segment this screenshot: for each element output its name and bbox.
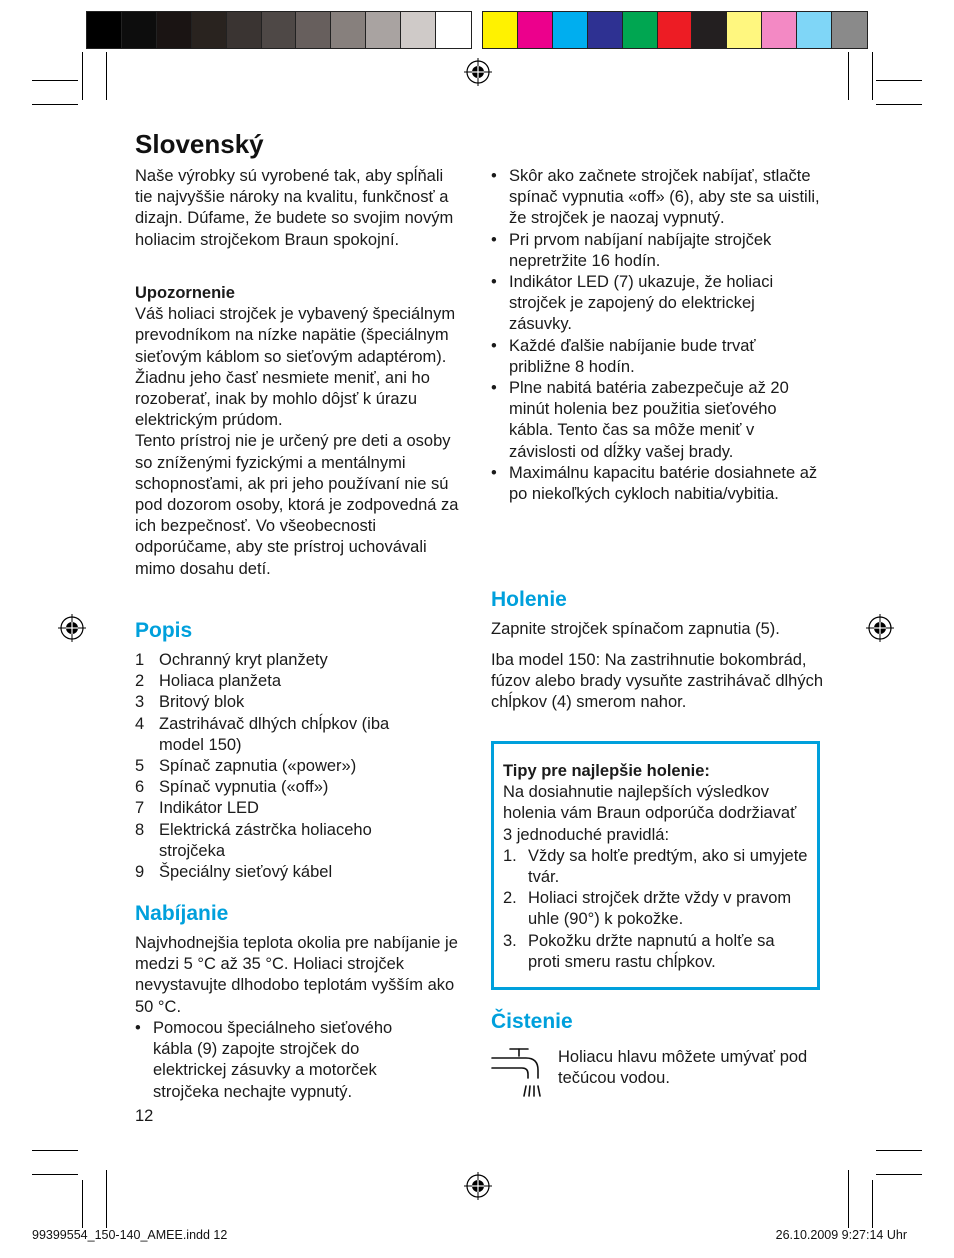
warning-section [135,283,467,580]
list-item-text: Holiaca planžeta [159,672,281,691]
grayscale-color-bar [86,11,472,49]
cistenie-text: Holiacu hlavu môžete umývať pod tečúcou vodou. [558,1048,808,1088]
list-item-number: 2. [503,889,517,908]
list-item [135,862,435,883]
charging-bullets [491,166,821,505]
footer-file-info: 99399554_150-140_AMEE.indd 12 [32,1228,228,1242]
page-number: 12 [135,1107,154,1125]
color-swatch [366,12,401,48]
registration-mark-icon [464,1172,492,1200]
list-item-number: 7 [135,799,145,818]
color-swatch [658,12,693,48]
list-item-number: 5 [135,757,145,776]
registration-mark-icon [58,614,86,642]
list-item: • Každé ďalšie nabíjanie bude trvať približne 8 hodín. [491,336,821,378]
list-item-number: 3 [135,693,145,712]
color-swatch [762,12,797,48]
list-item [503,931,808,973]
list-item-text: Elektrická zástrčka holiaceho strojčeka [159,820,372,860]
list-item-text: Indikátor LED [159,799,259,818]
holenie-model-text: Iba model 150: Na zastrihnutie bokombrád, fúzov alebo brady vysuňte zastrihávač dlhých chĺpkov (4) smerom nahor. [491,651,824,712]
warning-heading: Upozornenie [135,284,235,302]
list-item: • Plne nabitá batéria zabezpečuje až 20 minút holenia bez použitia sieťového kábla. Tento čas sa môže meniť v závislosti od dĺžky vašej brady. [491,378,821,463]
tips-intro: Na dosiahnutie najlepších výsledkov holenia vám Braun odporúča dodržiavať 3 jednoduché pravidlá: [503,783,797,844]
list-item-number: 3. [503,931,517,950]
tips-heading: Tipy pre najlepšie holenie: [503,762,710,780]
color-swatch [588,12,623,48]
registration-mark-icon [866,614,894,642]
parts-list [135,650,435,883]
list-item [503,888,808,930]
color-swatch [518,12,553,48]
color-swatch [483,12,518,48]
registration-mark-icon [464,58,492,86]
list-item [135,692,435,713]
list-item: • Indikátor LED (7) ukazuje, že holiaci strojček je zapojený do elektrickej zásuvky. [491,272,821,336]
list-item: • Pomocou špeciálneho sieťového kábla (9) zapojte strojček do elektrickej zásuvky a motorček strojčeka nechajte vypnutý. [135,1018,435,1103]
popis-heading: Popis [135,619,193,642]
color-swatch [192,12,227,48]
list-item-text: Britový blok [159,693,245,712]
list-item-text: Spínač vypnutia («off») [159,778,329,797]
footer-date: 26.10.2009 9:27:14 Uhr [775,1228,907,1242]
list-item [135,714,435,756]
color-swatch [692,12,727,48]
list-item: • Skôr ako začnete strojček nabíjať, stlačte spínač vypnutia «off» (6), aby ste sa uistili, že strojček je naozaj vypnutý. [491,166,821,230]
nabijanie-text: Najvhodnejšia teplota okolia pre nabíjanie je medzi 5 °C až 35 °C. Holiaci strojček nevystavujte dlhodobo teplotám vyšším ako 50 °C. [135,934,458,1016]
color-swatch [553,12,588,48]
color-swatch [797,12,832,48]
process-color-bar [482,11,868,49]
list-item-number: 8 [135,820,145,839]
list-item [135,671,435,692]
list-item [503,846,808,888]
color-swatch [157,12,192,48]
color-swatch [623,12,658,48]
color-swatch [87,12,122,48]
list-item-text: Ochranný kryt planžety [159,651,328,669]
color-swatch [832,12,867,48]
list-item-number: 6 [135,778,145,797]
list-item: • Maximálnu kapacitu batérie dosiahnete až po niekoľkých cykloch nabitia/vybitia. [491,463,821,505]
list-item [135,798,435,819]
cistenie-heading: Čistenie [491,1010,573,1033]
color-swatch [436,12,471,48]
intro-paragraph: Naše výrobky sú vyrobené tak, aby spĺňali tie najvyššie nároky na kvalitu, funkčnosť a dizajn. Dúfame, že budete so svojim novým holiacim strojčekom Braun spokojní. [135,167,454,249]
tips-box [491,741,820,990]
nabijanie-heading: Nabíjanie [135,902,229,925]
page-title: Slovenský [135,129,264,159]
list-item: • Pri prvom nabíjaní nabíjajte strojček nepretržite 16 hodín. [491,230,821,272]
color-swatch [331,12,366,48]
list-item [135,756,435,777]
list-item-text: Holiaci strojček držte vždy v pravom uhle (90°) k pokožke. [528,889,792,929]
holenie-heading: Holenie [491,588,567,611]
color-swatch [227,12,262,48]
color-swatch [727,12,762,48]
color-swatch [296,12,331,48]
list-item [135,820,435,862]
list-item-text: Pokožku držte napnutú a holťe sa proti smeru rastu chĺpkov. [528,931,775,971]
color-swatch [262,12,297,48]
list-item-number: 1. [503,846,517,865]
list-item-number: 9 [135,863,145,882]
list-item [135,777,435,798]
list-item-text: Vždy sa holťe predtým, ako si umyjete tvár. [528,846,808,887]
list-item-number: 2 [135,672,145,691]
warning-text-children: Tento prístroj nie je určený pre deti a osoby so zníženými fyzickými a mentálnymi schopnosťami, ak pri jeho používaní nie sú pod dozorom osoby, ktorá je zodpovedná za ich bezpečnosť. Vo všeobecnosti odporúčame, aby ste prístroj uchovávali mimo dosahu detí. [135,432,459,578]
nabijanie-bullets [135,1018,435,1103]
holenie-text: Zapnite strojček spínačom zapnutia (5). [491,620,780,638]
faucet-icon [490,1046,548,1100]
tips-list [503,846,808,973]
color-swatch [401,12,436,48]
tips-content [503,761,808,973]
color-swatch [122,12,157,48]
list-item-number: 4 [135,714,145,733]
list-item [135,650,435,671]
list-item-text: Špeciálny sieťový kábel [159,863,333,882]
warning-text: Váš holiaci strojček je vybavený špeciálnym prevodníkom na nízke napätie (špeciálnym sieťovým káblom so sieťovým adaptérom). Žiadnu jeho časť nesmiete meniť, ani ho rozoberať, inak by mohlo dôjsť k úrazu elektrickým prúdom. [135,305,456,430]
list-item-text: Spínač zapnutia («power») [159,757,357,776]
list-item-text: Zastrihávač dlhých chĺpkov (iba model 150) [159,714,390,754]
list-item-number: 1 [135,651,145,669]
